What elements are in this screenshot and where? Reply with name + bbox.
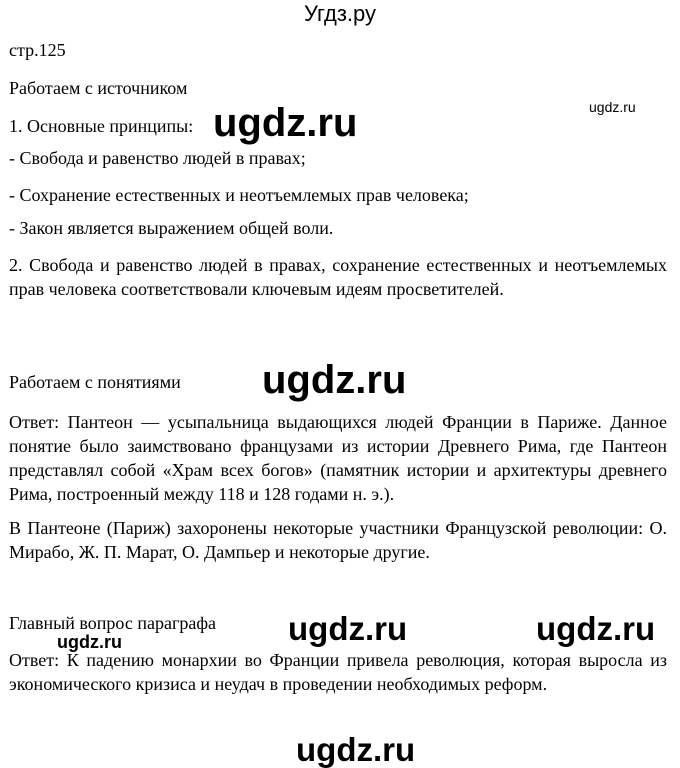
watermark: ugdz.ru (213, 101, 358, 145)
watermark: ugdz.ru (288, 610, 408, 647)
watermark: ugdz.ru (262, 358, 407, 402)
concepts-extra: В Пантеоне (Париж) захоронены некоторые участники Французской революции: О. Мирабо, Ж. П. Марат, О. Дампьер и некоторые другие. (9, 518, 667, 562)
main-question-answer: Ответ: К падению монархии во Франции привела революция, которая выросла из экономического кризиса и неудач в проведении необходимых реформ. (9, 650, 667, 694)
page-reference: стр.125 (9, 40, 66, 60)
source-item-2: 2. Свобода и равенство людей в правах, сохранение естественных и неотъемлемых прав человека соответствовали ключевым идеям просветителей. (9, 255, 667, 299)
watermark: ugdz.ru (296, 731, 416, 768)
section-heading-main-question: Главный вопрос параграфа (9, 613, 216, 633)
watermark: ugdz.ru (589, 99, 636, 115)
watermark: ugdz.ru (536, 610, 656, 647)
concepts-answer: Ответ: Пантеон — усыпальница выдающихся людей Франции в Париже. Данное понятие было заимствовано французами из истории Древнего Рима, где Пантеон представлял собой «Храм всех богов» (памятник истории и архитектуры древнего Рима, построенный между 118 и 128 годами н. э.). (9, 412, 667, 504)
bullet-item: - Свобода и равенство людей в правах; (9, 148, 306, 168)
bullet-item: - Сохранение естественных и неотъемлемых прав человека; (9, 185, 469, 205)
section-heading-source: Работаем с источником (9, 78, 188, 98)
section-heading-concepts: Работаем с понятиями (9, 372, 181, 392)
source-item-1: 1. Основные принципы: (9, 116, 194, 136)
bullet-item: - Закон является выражением общей воли. (9, 218, 334, 238)
watermark: ugdz.ru (57, 632, 122, 652)
site-title: Угдз.ру (303, 1, 377, 26)
